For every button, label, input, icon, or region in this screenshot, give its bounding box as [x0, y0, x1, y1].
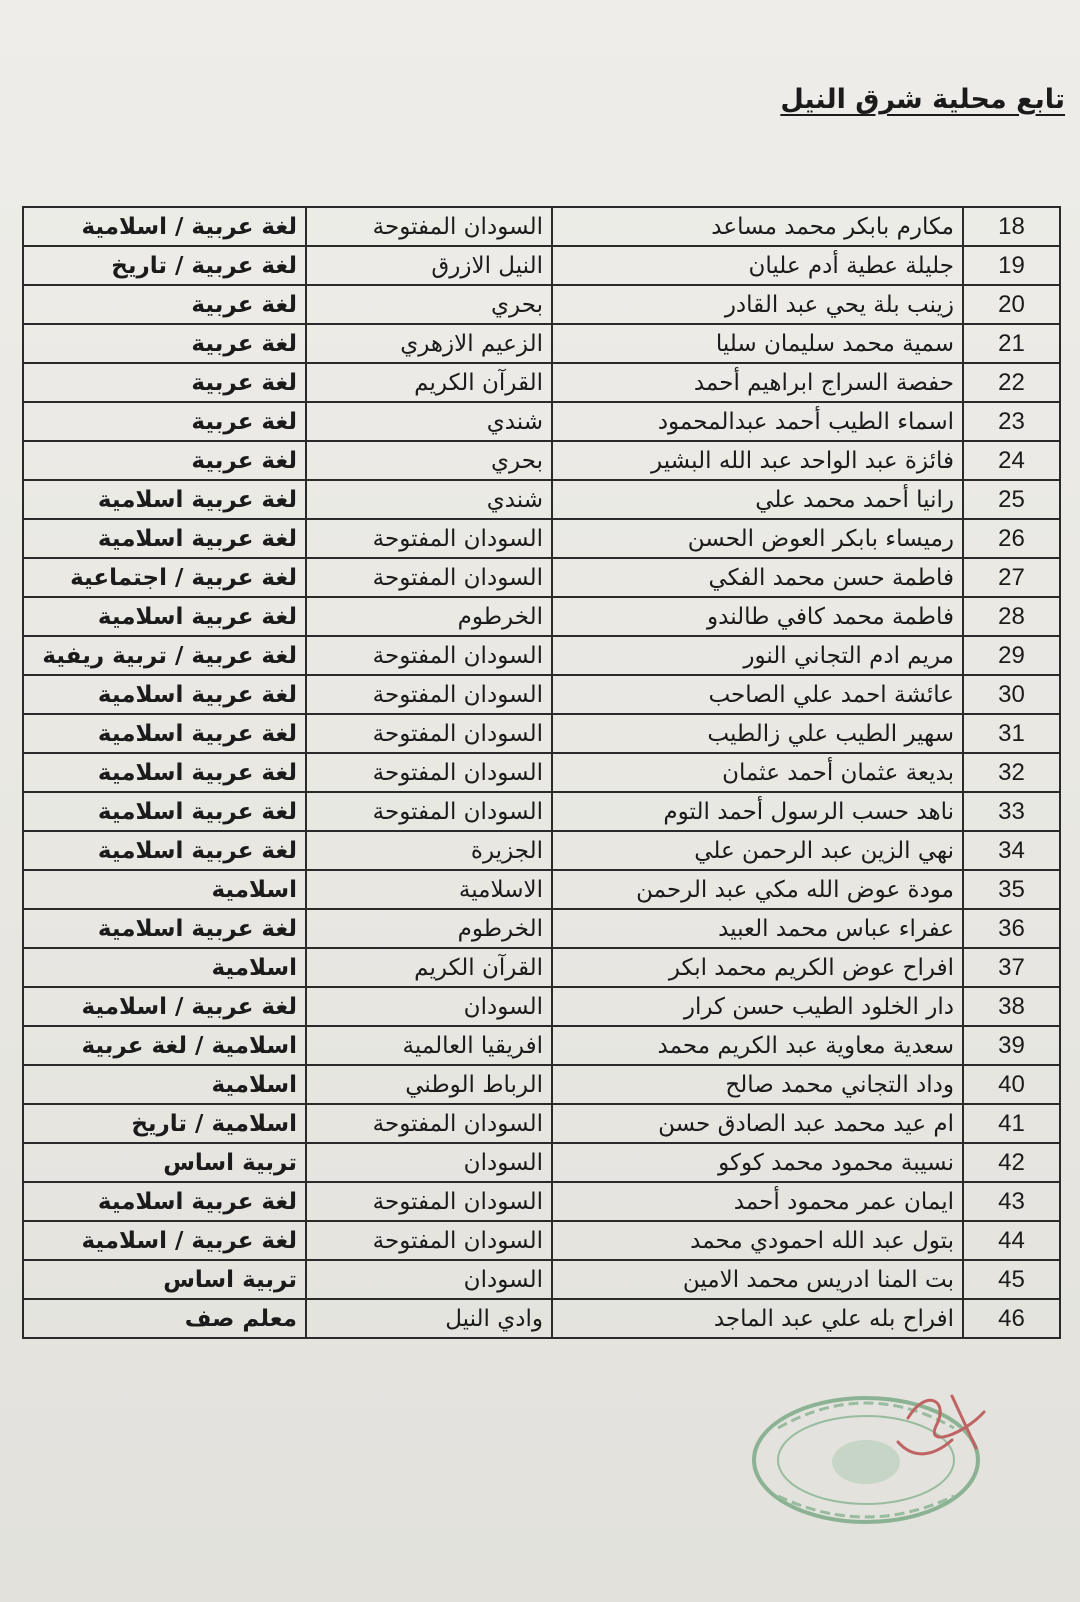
table-row	[23, 441, 1060, 480]
person-name-cell: سمية محمد سليمان سليا	[552, 324, 963, 363]
row-number-cell: 26	[963, 519, 1060, 558]
table-row	[23, 324, 1060, 363]
university-cell: وادي النيل	[306, 1299, 552, 1338]
specialization-cell: معلم صف	[23, 1299, 306, 1338]
person-name-cell: افراح عوض الكريم محمد ابكر	[552, 948, 963, 987]
university-cell: النيل الازرق	[306, 246, 552, 285]
university-cell: السودان	[306, 987, 552, 1026]
specialization-cell: لغة عربية اسلامية	[23, 597, 306, 636]
row-number-cell: 29	[963, 636, 1060, 675]
person-name-cell: عفراء عباس محمد العبيد	[552, 909, 963, 948]
specialization-cell: تربية اساس	[23, 1143, 306, 1182]
specialization-cell: لغة عربية / تاريخ	[23, 246, 306, 285]
specialization-cell: لغة عربية	[23, 285, 306, 324]
person-name-cell: مودة عوض الله مكي عبد الرحمن	[552, 870, 963, 909]
specialization-cell: لغة عربية	[23, 441, 306, 480]
row-number-cell: 38	[963, 987, 1060, 1026]
table-row	[23, 1104, 1060, 1143]
table-row	[23, 714, 1060, 753]
table-row	[23, 636, 1060, 675]
university-cell: السودان المفتوحة	[306, 714, 552, 753]
university-cell: السودان المفتوحة	[306, 1182, 552, 1221]
table-row	[23, 246, 1060, 285]
specialization-cell: لغة عربية اسلامية	[23, 753, 306, 792]
person-name-cell: افراح بله علي عبد الماجد	[552, 1299, 963, 1338]
table-row	[23, 753, 1060, 792]
row-number-cell: 19	[963, 246, 1060, 285]
row-number-cell: 28	[963, 597, 1060, 636]
person-name-cell: نهي الزين عبد الرحمن علي	[552, 831, 963, 870]
row-number-cell: 21	[963, 324, 1060, 363]
table-row	[23, 1182, 1060, 1221]
university-cell: السودان المفتوحة	[306, 207, 552, 246]
table-row	[23, 1260, 1060, 1299]
person-name-cell: اسماء الطيب أحمد عبدالمحمود	[552, 402, 963, 441]
row-number-cell: 45	[963, 1260, 1060, 1299]
table-row	[23, 597, 1060, 636]
specialization-cell: لغة عربية	[23, 402, 306, 441]
table-row	[23, 363, 1060, 402]
table-row	[23, 285, 1060, 324]
table-row	[23, 1221, 1060, 1260]
university-cell: شندي	[306, 480, 552, 519]
table-row	[23, 948, 1060, 987]
row-number-cell: 20	[963, 285, 1060, 324]
row-number-cell: 40	[963, 1065, 1060, 1104]
table-row	[23, 519, 1060, 558]
person-name-cell: ام عيد محمد عبد الصادق حسن	[552, 1104, 963, 1143]
row-number-cell: 46	[963, 1299, 1060, 1338]
table-row	[23, 558, 1060, 597]
page-title: تابع محلية شرق النيل	[780, 84, 1065, 115]
person-name-cell: رانيا أحمد محمد علي	[552, 480, 963, 519]
specialization-cell: اسلامية	[23, 1065, 306, 1104]
specialization-cell: تربية اساس	[23, 1260, 306, 1299]
row-number-cell: 33	[963, 792, 1060, 831]
table-row	[23, 675, 1060, 714]
specialization-cell: لغة عربية / اسلامية	[23, 987, 306, 1026]
row-number-cell: 35	[963, 870, 1060, 909]
specialization-cell: لغة عربية اسلامية	[23, 675, 306, 714]
specialization-cell: لغة عربية اسلامية	[23, 831, 306, 870]
official-stamp	[738, 1378, 1008, 1530]
table-row	[23, 870, 1060, 909]
specialization-cell: لغة عربية / اسلامية	[23, 1221, 306, 1260]
university-cell: شندي	[306, 402, 552, 441]
person-name-cell: زينب بلة يحي عبد القادر	[552, 285, 963, 324]
person-name-cell: عائشة احمد علي الصاحب	[552, 675, 963, 714]
university-cell: السودان المفتوحة	[306, 1104, 552, 1143]
person-name-cell: فاطمة محمد كافي طالندو	[552, 597, 963, 636]
person-name-cell: دار الخلود الطيب حسن كرار	[552, 987, 963, 1026]
person-name-cell: مريم ادم التجاني النور	[552, 636, 963, 675]
row-number-cell: 34	[963, 831, 1060, 870]
person-name-cell: بت المنا ادريس محمد الامين	[552, 1260, 963, 1299]
university-cell: السودان المفتوحة	[306, 753, 552, 792]
table-row	[23, 1143, 1060, 1182]
specialization-cell: لغة عربية / اجتماعية	[23, 558, 306, 597]
person-name-cell: مكارم بابكر محمد مساعد	[552, 207, 963, 246]
person-name-cell: ايمان عمر محمود أحمد	[552, 1182, 963, 1221]
university-cell: السودان المفتوحة	[306, 675, 552, 714]
row-number-cell: 25	[963, 480, 1060, 519]
row-number-cell: 42	[963, 1143, 1060, 1182]
specialization-cell: لغة عربية	[23, 363, 306, 402]
specialization-cell: لغة عربية اسلامية	[23, 909, 306, 948]
table-row	[23, 207, 1060, 246]
university-cell: الخرطوم	[306, 909, 552, 948]
table-row	[23, 1026, 1060, 1065]
row-number-cell: 18	[963, 207, 1060, 246]
university-cell: السودان المفتوحة	[306, 519, 552, 558]
table-row	[23, 480, 1060, 519]
university-cell: بحري	[306, 441, 552, 480]
specialization-cell: لغة عربية اسلامية	[23, 519, 306, 558]
specialization-cell: اسلامية	[23, 870, 306, 909]
university-cell: افريقيا العالمية	[306, 1026, 552, 1065]
row-number-cell: 32	[963, 753, 1060, 792]
specialization-cell: لغة عربية	[23, 324, 306, 363]
row-number-cell: 31	[963, 714, 1060, 753]
university-cell: السودان	[306, 1260, 552, 1299]
row-number-cell: 44	[963, 1221, 1060, 1260]
person-name-cell: بتول عبد الله احمودي محمد	[552, 1221, 963, 1260]
specialization-cell: لغة عربية اسلامية	[23, 714, 306, 753]
specialization-cell: لغة عربية / تربية ريفية	[23, 636, 306, 675]
specialization-cell: اسلامية / لغة عربية	[23, 1026, 306, 1065]
university-cell: السودان المفتوحة	[306, 636, 552, 675]
table-row	[23, 402, 1060, 441]
university-cell: السودان المفتوحة	[306, 558, 552, 597]
person-name-cell: حفصة السراج ابراهيم أحمد	[552, 363, 963, 402]
table-row	[23, 909, 1060, 948]
table-row	[23, 831, 1060, 870]
row-number-cell: 27	[963, 558, 1060, 597]
person-name-cell: جليلة عطية أدم عليان	[552, 246, 963, 285]
person-name-cell: فائزة عبد الواحد عبد الله البشير	[552, 441, 963, 480]
table-row	[23, 792, 1060, 831]
university-cell: الرباط الوطني	[306, 1065, 552, 1104]
university-cell: الجزيرة	[306, 831, 552, 870]
person-name-cell: ناهد حسب الرسول أحمد التوم	[552, 792, 963, 831]
specialization-cell: اسلامية	[23, 948, 306, 987]
person-name-cell: سهير الطيب علي زالطيب	[552, 714, 963, 753]
roster-table-body	[23, 207, 1060, 1338]
specialization-cell: لغة عربية اسلامية	[23, 792, 306, 831]
university-cell: الخرطوم	[306, 597, 552, 636]
person-name-cell: فاطمة حسن محمد الفكي	[552, 558, 963, 597]
row-number-cell: 22	[963, 363, 1060, 402]
university-cell: بحري	[306, 285, 552, 324]
university-cell: القرآن الكريم	[306, 363, 552, 402]
table-row	[23, 1065, 1060, 1104]
table-row	[23, 987, 1060, 1026]
university-cell: السودان	[306, 1143, 552, 1182]
row-number-cell: 39	[963, 1026, 1060, 1065]
table-row	[23, 1299, 1060, 1338]
specialization-cell: لغة عربية / اسلامية	[23, 207, 306, 246]
roster-table-container	[22, 206, 1061, 1339]
person-name-cell: سعدية معاوية عبد الكريم محمد	[552, 1026, 963, 1065]
person-name-cell: بديعة عثمان أحمد عثمان	[552, 753, 963, 792]
specialization-cell: لغة عربية اسلامية	[23, 480, 306, 519]
university-cell: الاسلامية	[306, 870, 552, 909]
roster-table	[22, 206, 1061, 1339]
person-name-cell: وداد التجاني محمد صالح	[552, 1065, 963, 1104]
row-number-cell: 43	[963, 1182, 1060, 1221]
university-cell: القرآن الكريم	[306, 948, 552, 987]
row-number-cell: 23	[963, 402, 1060, 441]
row-number-cell: 24	[963, 441, 1060, 480]
university-cell: الزعيم الازهري	[306, 324, 552, 363]
specialization-cell: لغة عربية اسلامية	[23, 1182, 306, 1221]
university-cell: السودان المفتوحة	[306, 792, 552, 831]
university-cell: السودان المفتوحة	[306, 1221, 552, 1260]
row-number-cell: 30	[963, 675, 1060, 714]
person-name-cell: نسيبة محمود محمد كوكو	[552, 1143, 963, 1182]
row-number-cell: 37	[963, 948, 1060, 987]
specialization-cell: اسلامية / تاريخ	[23, 1104, 306, 1143]
row-number-cell: 41	[963, 1104, 1060, 1143]
person-name-cell: رميساء بابكر العوض الحسن	[552, 519, 963, 558]
row-number-cell: 36	[963, 909, 1060, 948]
